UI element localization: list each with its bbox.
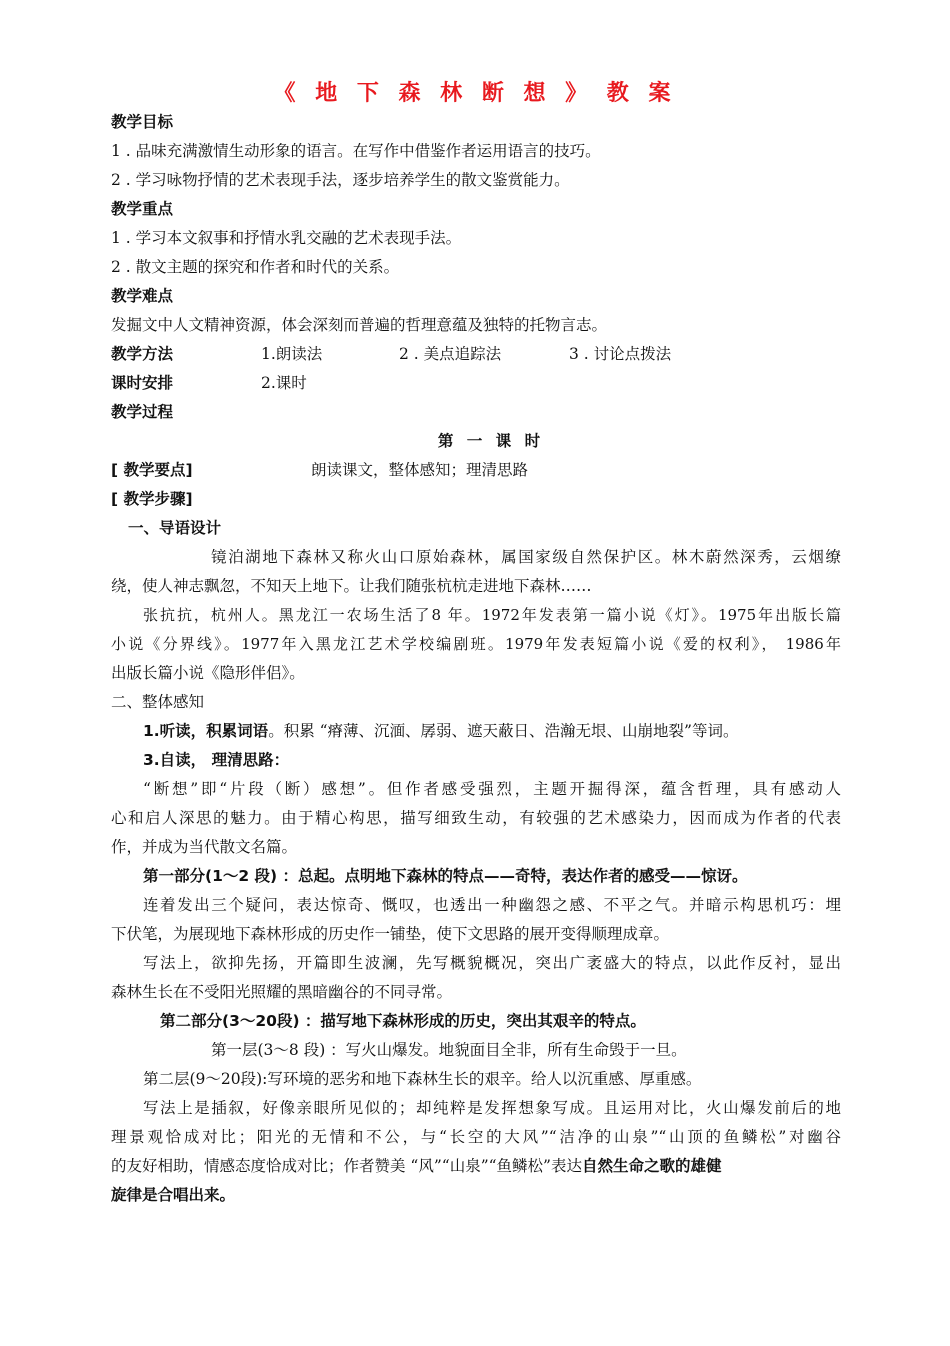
part1-paragraph-line: 连着发出三个疑问，表达惊奇、慨叹，也透出一种幽怨之感、不平之气。并暗示构思机巧：埋 xyxy=(143,896,841,914)
overall-step-3: 3.自读， 理清思路： xyxy=(143,751,290,769)
overall-step-1 xyxy=(143,720,873,742)
part2-paragraph-line xyxy=(111,1155,841,1177)
part2-line-emphasis: 自然生命之歌的雄健 xyxy=(581,1157,722,1175)
overall-paragraph-line: 心和启人深思的魅力。由于精心构思，描写细致生动，有较强的艺术感染力，因而成为作者的代表 xyxy=(111,809,841,827)
author-paragraph-line: 出版长篇小说《隐形伴侣》。 xyxy=(111,664,305,682)
methods-heading: 教学方法 xyxy=(111,345,174,363)
difficulties-heading: 教学难点 xyxy=(111,287,174,305)
part2-paragraph-emphasis-line: 旋律是合唱出来。 xyxy=(111,1186,236,1204)
overall-paragraph-line: 作，并成为当代散文名篇。 xyxy=(111,838,298,856)
part1-paragraph-line: 森林生长在不受阳光照耀的黑暗幽谷的不同寻常。 xyxy=(111,983,453,1001)
intro-heading: 一、导语设计 xyxy=(128,519,222,537)
goal-item: 1 . 品味充满激情生动形象的语言。在写作中借鉴作者运用语言的技巧。 xyxy=(111,142,601,160)
author-paragraph-line: 小说《分界线》。1977年入黑龙江艺术学校编剧班。1979年发表短篇小说《爱的权利》， 1986年 xyxy=(111,635,841,653)
author-paragraph-line: 张抗抗，杭州人。黑龙江一农场生活了8 年。1972年发表第一篇小说《灯》。1975年出版长篇 xyxy=(143,606,841,624)
process-heading: 教学过程 xyxy=(111,403,174,421)
method-1: 1.朗读法 xyxy=(261,345,323,363)
part2-layer-2: 第二层(9～20段):写环境的恶劣和地下森林生长的艰辛。给人以沉重感、厚重感。 xyxy=(143,1070,702,1088)
part2-paragraph-line: 写法上是插叙，好像亲眼所见似的；却纯粹是发挥想象写成。且运用对比，火山爆发前后的地 xyxy=(143,1099,841,1117)
overall-heading: 二、整体感知 xyxy=(111,693,205,711)
schedule-value: 2.课时 xyxy=(261,374,307,392)
lesson1-steps-label: [ 教学步骤] xyxy=(111,490,193,508)
difficulties-text: 发掘文中人文精神资源，体会深刻而普遍的哲理意蕴及独特的托物言志。 xyxy=(111,316,608,334)
key-point-item: 1 . 学习本文叙事和抒情水乳交融的艺术表现手法。 xyxy=(111,229,462,247)
method-3: 3 . 讨论点拨法 xyxy=(569,345,672,363)
document-title: 《 地 下 森 林 断 想 》 教 案 xyxy=(273,81,677,106)
schedule-heading: 课时安排 xyxy=(111,374,174,392)
intro-paragraph-line: 镜泊湖地下森林又称火山口原始森林，属国家级自然保护区。林木蔚然深秀，云烟缭 xyxy=(211,548,841,566)
intro-paragraph-line: 绕，使人神志飘忽，不知天上地下。让我们随张杭杭走进地下森林…… xyxy=(111,577,592,595)
goals-heading: 教学目标 xyxy=(111,113,174,131)
part1-heading: 第一部分(1～2 段) ：总起。点明地下森林的特点——奇特，表达作者的感受——惊讶。 xyxy=(143,867,748,885)
lesson1-key-label: [ 教学要点] xyxy=(111,461,193,479)
key-point-item: 2 . 散文主题的探究和作者和时代的关系。 xyxy=(111,258,400,276)
lesson1-heading: 第 一 课 时 xyxy=(437,432,545,450)
part2-heading: 第二部分(3～20段) ：描写地下森林形成的历史，突出其艰辛的特点。 xyxy=(160,1012,646,1030)
part1-paragraph-line: 下伏笔，为展现地下森林形成的历史作一铺垫，使下文思路的展开变得顺理成章。 xyxy=(111,925,670,943)
goal-item: 2 . 学习咏物抒情的艺术表现手法，逐步培养学生的散文鉴赏能力。 xyxy=(111,171,570,189)
part2-line-text: 的友好相助，情感态度恰成对比；作者赞美 “风”“山泉”“鱼鳞松”表达 xyxy=(111,1157,582,1175)
part2-layer-1: 第一层(3～8 段) ：写火山爆发。地貌面目全非，所有生命毁于一旦。 xyxy=(211,1041,687,1059)
key-points-heading: 教学重点 xyxy=(111,200,174,218)
part1-paragraph-line: 写法上，欲抑先扬，开篇即生波澜，先写概貌概况，突出广袤盛大的特点，以此作反衬，显出 xyxy=(143,954,841,972)
overall-step-1-label: 1.听读，积累词语 xyxy=(143,722,269,740)
overall-paragraph-line: “断想”即“片段（断）感想”。但作者感受强烈，主题开掘得深，蕴含哲理，具有感动人 xyxy=(143,780,841,798)
method-2: 2 . 美点追踪法 xyxy=(399,345,502,363)
overall-step-1-text: 。积累 “瘠薄、沉湎、孱弱、遮天蔽日、浩瀚无垠、山崩地裂”等词。 xyxy=(268,722,739,740)
lesson1-key-value: 朗读课文，整体感知；理清思路 xyxy=(311,461,529,479)
part2-paragraph-line: 理景观恰成对比；阳光的无情和不公，与“长空的大风”“洁净的山泉”“山顶的鱼鳞松”对幽谷 xyxy=(111,1128,841,1146)
